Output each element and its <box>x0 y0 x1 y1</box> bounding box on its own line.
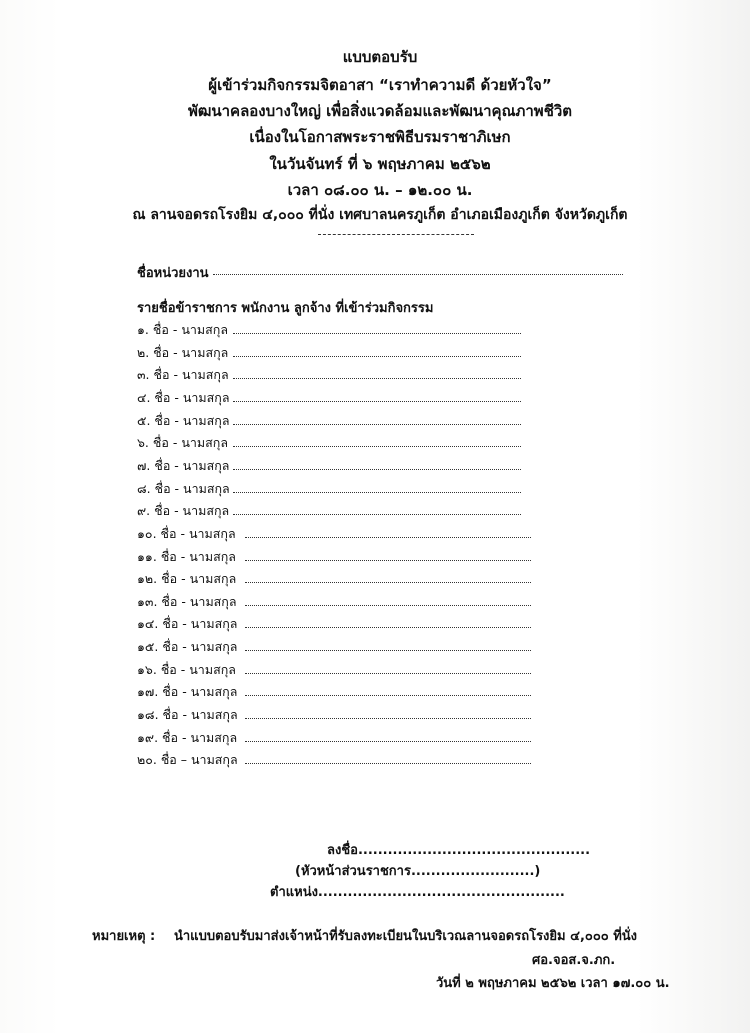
occasion-line: เนื่องในโอกาสพระราชพิธีบรมราชาภิเษก <box>249 128 511 146</box>
participant-row-label: ๑๕. ชื่อ - นามสกุล <box>137 639 238 655</box>
participant-row-label: ๗. ชื่อ - นามสกุล <box>137 457 230 473</box>
participants-heading: รายชื่อข้าราชการ พนักงาน ลูกจ้าง ที่เข้าร่วมกิจกรรม <box>137 301 434 316</box>
note-org: ศอ.จอส.จ.ภก. <box>532 953 616 968</box>
participant-row-label: ๘. ชื่อ - นามสกุล <box>137 480 230 496</box>
participant-row-label: ๑๗. ชื่อ - นามสกุล <box>137 684 238 700</box>
participant-name-field[interactable] <box>233 469 521 470</box>
participant-name-field[interactable] <box>245 741 531 742</box>
position-line[interactable]: ตำแหน่ง.................................................. <box>270 885 565 900</box>
venue-line: ณ ลานจอดรถโรงยิม ๔,๐๐๐ ที่นั่ง เทศบาลนครภูเก็ต อำเภอเมืองภูเก็ต จังหวัดภูเก็ต <box>132 207 628 223</box>
participant-name-field[interactable] <box>245 560 531 561</box>
date-line: ในวันจันทร์ ที่ ๖ พฤษภาคม ๒๕๖๒ <box>269 155 491 173</box>
participant-name-field[interactable] <box>233 424 521 425</box>
form-title: แบบตอบรับ <box>342 48 418 66</box>
participant-row-label: ๖. ชื่อ - นามสกุล <box>137 435 228 451</box>
participant-row-label: ๕. ชื่อ - นามสกุล <box>137 412 230 428</box>
participant-name-field[interactable] <box>245 537 531 538</box>
activity-subtitle: พัฒนาคลองบางใหญ่ เพื่อสิ่งแวดล้อมและพัฒนาคุณภาพชีวิต <box>187 102 573 120</box>
participant-row-label: ๙. ชื่อ - นามสกุล <box>137 503 230 519</box>
participant-row-label: ๑๙. ชื่อ - นามสกุล <box>137 729 238 745</box>
signature-line[interactable]: ลงชื่อ............................................... <box>327 843 591 858</box>
note-label: หมายเหตุ : <box>92 929 156 944</box>
participant-name-field[interactable] <box>245 627 531 628</box>
participant-row-label: ๔. ชื่อ - นามสกุล <box>137 389 230 405</box>
participant-name-field[interactable] <box>245 763 531 764</box>
participant-row-label: ๑๖. ชื่อ - นามสกุล <box>137 661 236 677</box>
participant-name-field[interactable] <box>245 695 531 696</box>
unit-label: ชื่อหน่วยงาน <box>137 266 209 281</box>
participant-name-field[interactable] <box>245 650 531 651</box>
participant-name-field[interactable] <box>245 582 531 583</box>
participant-name-field[interactable] <box>245 605 531 606</box>
participant-name-field[interactable] <box>245 673 531 674</box>
participant-name-field[interactable] <box>233 333 521 334</box>
note-deadline: วันที่ ๒ พฤษภาคม ๒๕๖๒ เวลา ๑๗.๐๐ น. <box>436 976 670 991</box>
header-separator <box>318 234 474 235</box>
participant-name-field[interactable] <box>233 492 521 493</box>
participant-name-field[interactable] <box>245 718 531 719</box>
participant-row-label: ๑๓. ชื่อ - นามสกุล <box>137 593 237 609</box>
participant-row-label: ๑๔. ชื่อ - นามสกุล <box>137 616 238 632</box>
participant-row-label: ๓. ชื่อ - นามสกุล <box>137 367 229 383</box>
participant-row-label: ๒. ชื่อ - นามสกุล <box>137 344 229 360</box>
head-of-agency-line[interactable]: (หัวหน้าส่วนราชการ.........................) <box>295 864 541 879</box>
note-text: นำแบบตอบรับมาส่งเจ้าหน้าที่รับลงทะเบียนในบริเวณลานจอดรถโรงยิม ๔,๐๐๐ ที่นั่ง <box>174 929 638 944</box>
participant-name-field[interactable] <box>233 446 521 447</box>
participant-row-label: ๑๒. ชื่อ - นามสกุล <box>137 571 237 587</box>
participant-row-label: ๑๑. ชื่อ - นามสกุล <box>137 548 236 564</box>
participant-name-field[interactable] <box>233 356 521 357</box>
participant-name-field[interactable] <box>233 378 521 379</box>
participant-row-label: ๑๘. ชื่อ - นามสกุล <box>137 707 238 723</box>
activity-title: ผู้เข้าร่วมกิจกรรมจิตอาสา “เราทำความดี ด้วยหัวใจ” <box>208 76 552 94</box>
participant-row-label: ๒๐. ชื่อ – นามสกุล <box>137 752 238 768</box>
participant-name-field[interactable] <box>233 514 521 515</box>
participant-name-field[interactable] <box>233 401 521 402</box>
participant-row-label: ๑. ชื่อ - นามสกุล <box>137 322 228 337</box>
participant-row-label: ๑๐. ชื่อ - นามสกุล <box>137 525 236 541</box>
time-line: เวลา ๐๘.๐๐ น. – ๑๒.๐๐ น. <box>287 181 473 199</box>
unit-field[interactable] <box>213 274 623 275</box>
